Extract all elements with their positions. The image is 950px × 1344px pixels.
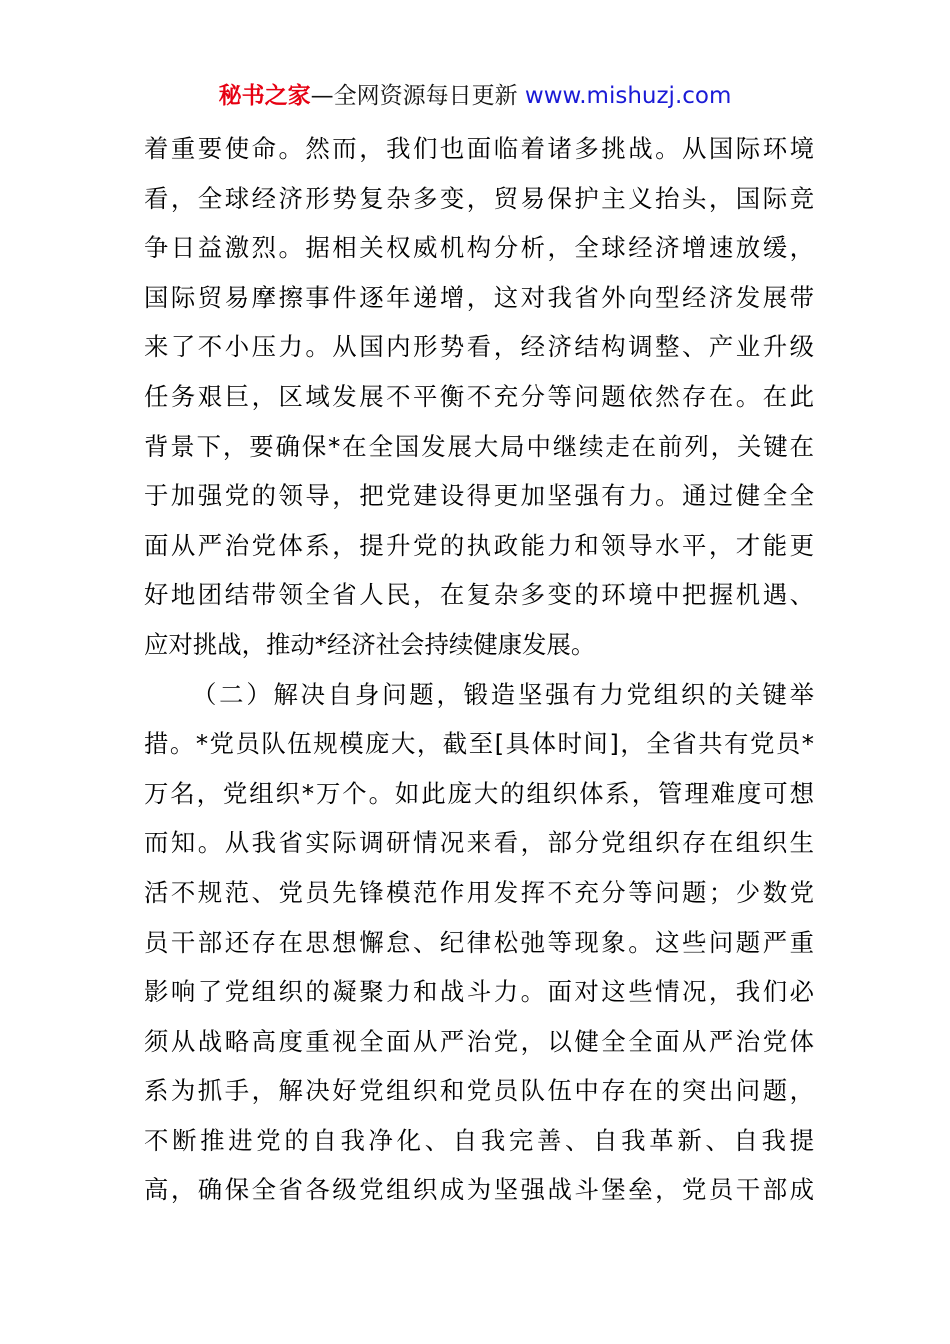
text-line: 着重要使命。然而，我们也面临着诸多挑战。从国际环境: [144, 134, 814, 163]
text-line: 看，全球经济形势复杂多变，贸易保护主义抬头，国际竞: [144, 183, 814, 213]
text-line: 活不规范、党员先锋模范作用发挥不充分等问题；少数党: [144, 877, 814, 907]
text-line: 于加强党的领导，把党建设得更加坚强有力。通过健全全: [144, 481, 814, 511]
text-line: 而知。从我省实际调研情况来看，部分党组织存在组织生: [144, 828, 814, 858]
text-line: 员干部还存在思想懈怠、纪律松弛等现象。这些问题严重: [144, 927, 814, 957]
text-line: 不断推进党的自我净化、自我完善、自我革新、自我提: [144, 1125, 814, 1155]
text-line: 应对挑战，推动*经济社会持续健康发展。: [144, 629, 596, 659]
text-line: 背景下，要确保*在全国发展大局中继续走在前列，关键在: [144, 431, 814, 461]
header-tagline: —全网资源每日更新: [310, 83, 525, 109]
text-line: 面从严治党体系，提升党的执政能力和领导水平，才能更: [144, 530, 814, 560]
header-url[interactable]: www.mishuzj.com: [524, 83, 732, 109]
text-line: 万名，党组织*万个。如此庞大的组织体系，管理难度可想: [144, 778, 814, 808]
page-header: [0, 78, 950, 114]
document-body: [144, 124, 814, 1215]
paragraph-1: [144, 124, 814, 670]
text-line: 来了不小压力。从国内形势看，经济结构调整、产业升级: [144, 332, 814, 362]
text-line: 系为抓手，解决好党组织和党员队伍中存在的突出问题，: [144, 1076, 814, 1106]
text-line: 高，确保全省各级党组织成为坚强战斗堡垒，党员干部成: [144, 1175, 814, 1205]
text-line: 国际贸易摩擦事件逐年递增，这对我省外向型经济发展带: [144, 282, 814, 312]
text-line: 措。*党员队伍规模庞大，截至[具体时间]，全省共有党员*: [144, 729, 814, 759]
section-heading-line: （二）解决自身问题，锻造坚强有力党组织的关键举: [192, 679, 814, 709]
text-line: 好地团结带领全省人民，在复杂多变的环境中把握机遇、: [144, 580, 814, 610]
paragraph-2: [144, 670, 814, 1216]
text-line: 任务艰巨，区域发展不平衡不充分等问题依然存在。在此: [144, 381, 814, 411]
text-line: 争日益激烈。据相关权威机构分析，全球经济增速放缓，: [144, 233, 814, 263]
header-brand: 秘书之家: [218, 83, 311, 109]
text-line: 须从战略高度重视全面从严治党，以健全全面从严治党体: [144, 1026, 814, 1056]
text-line: 影响了党组织的凝聚力和战斗力。面对这些情况，我们必: [144, 977, 814, 1007]
